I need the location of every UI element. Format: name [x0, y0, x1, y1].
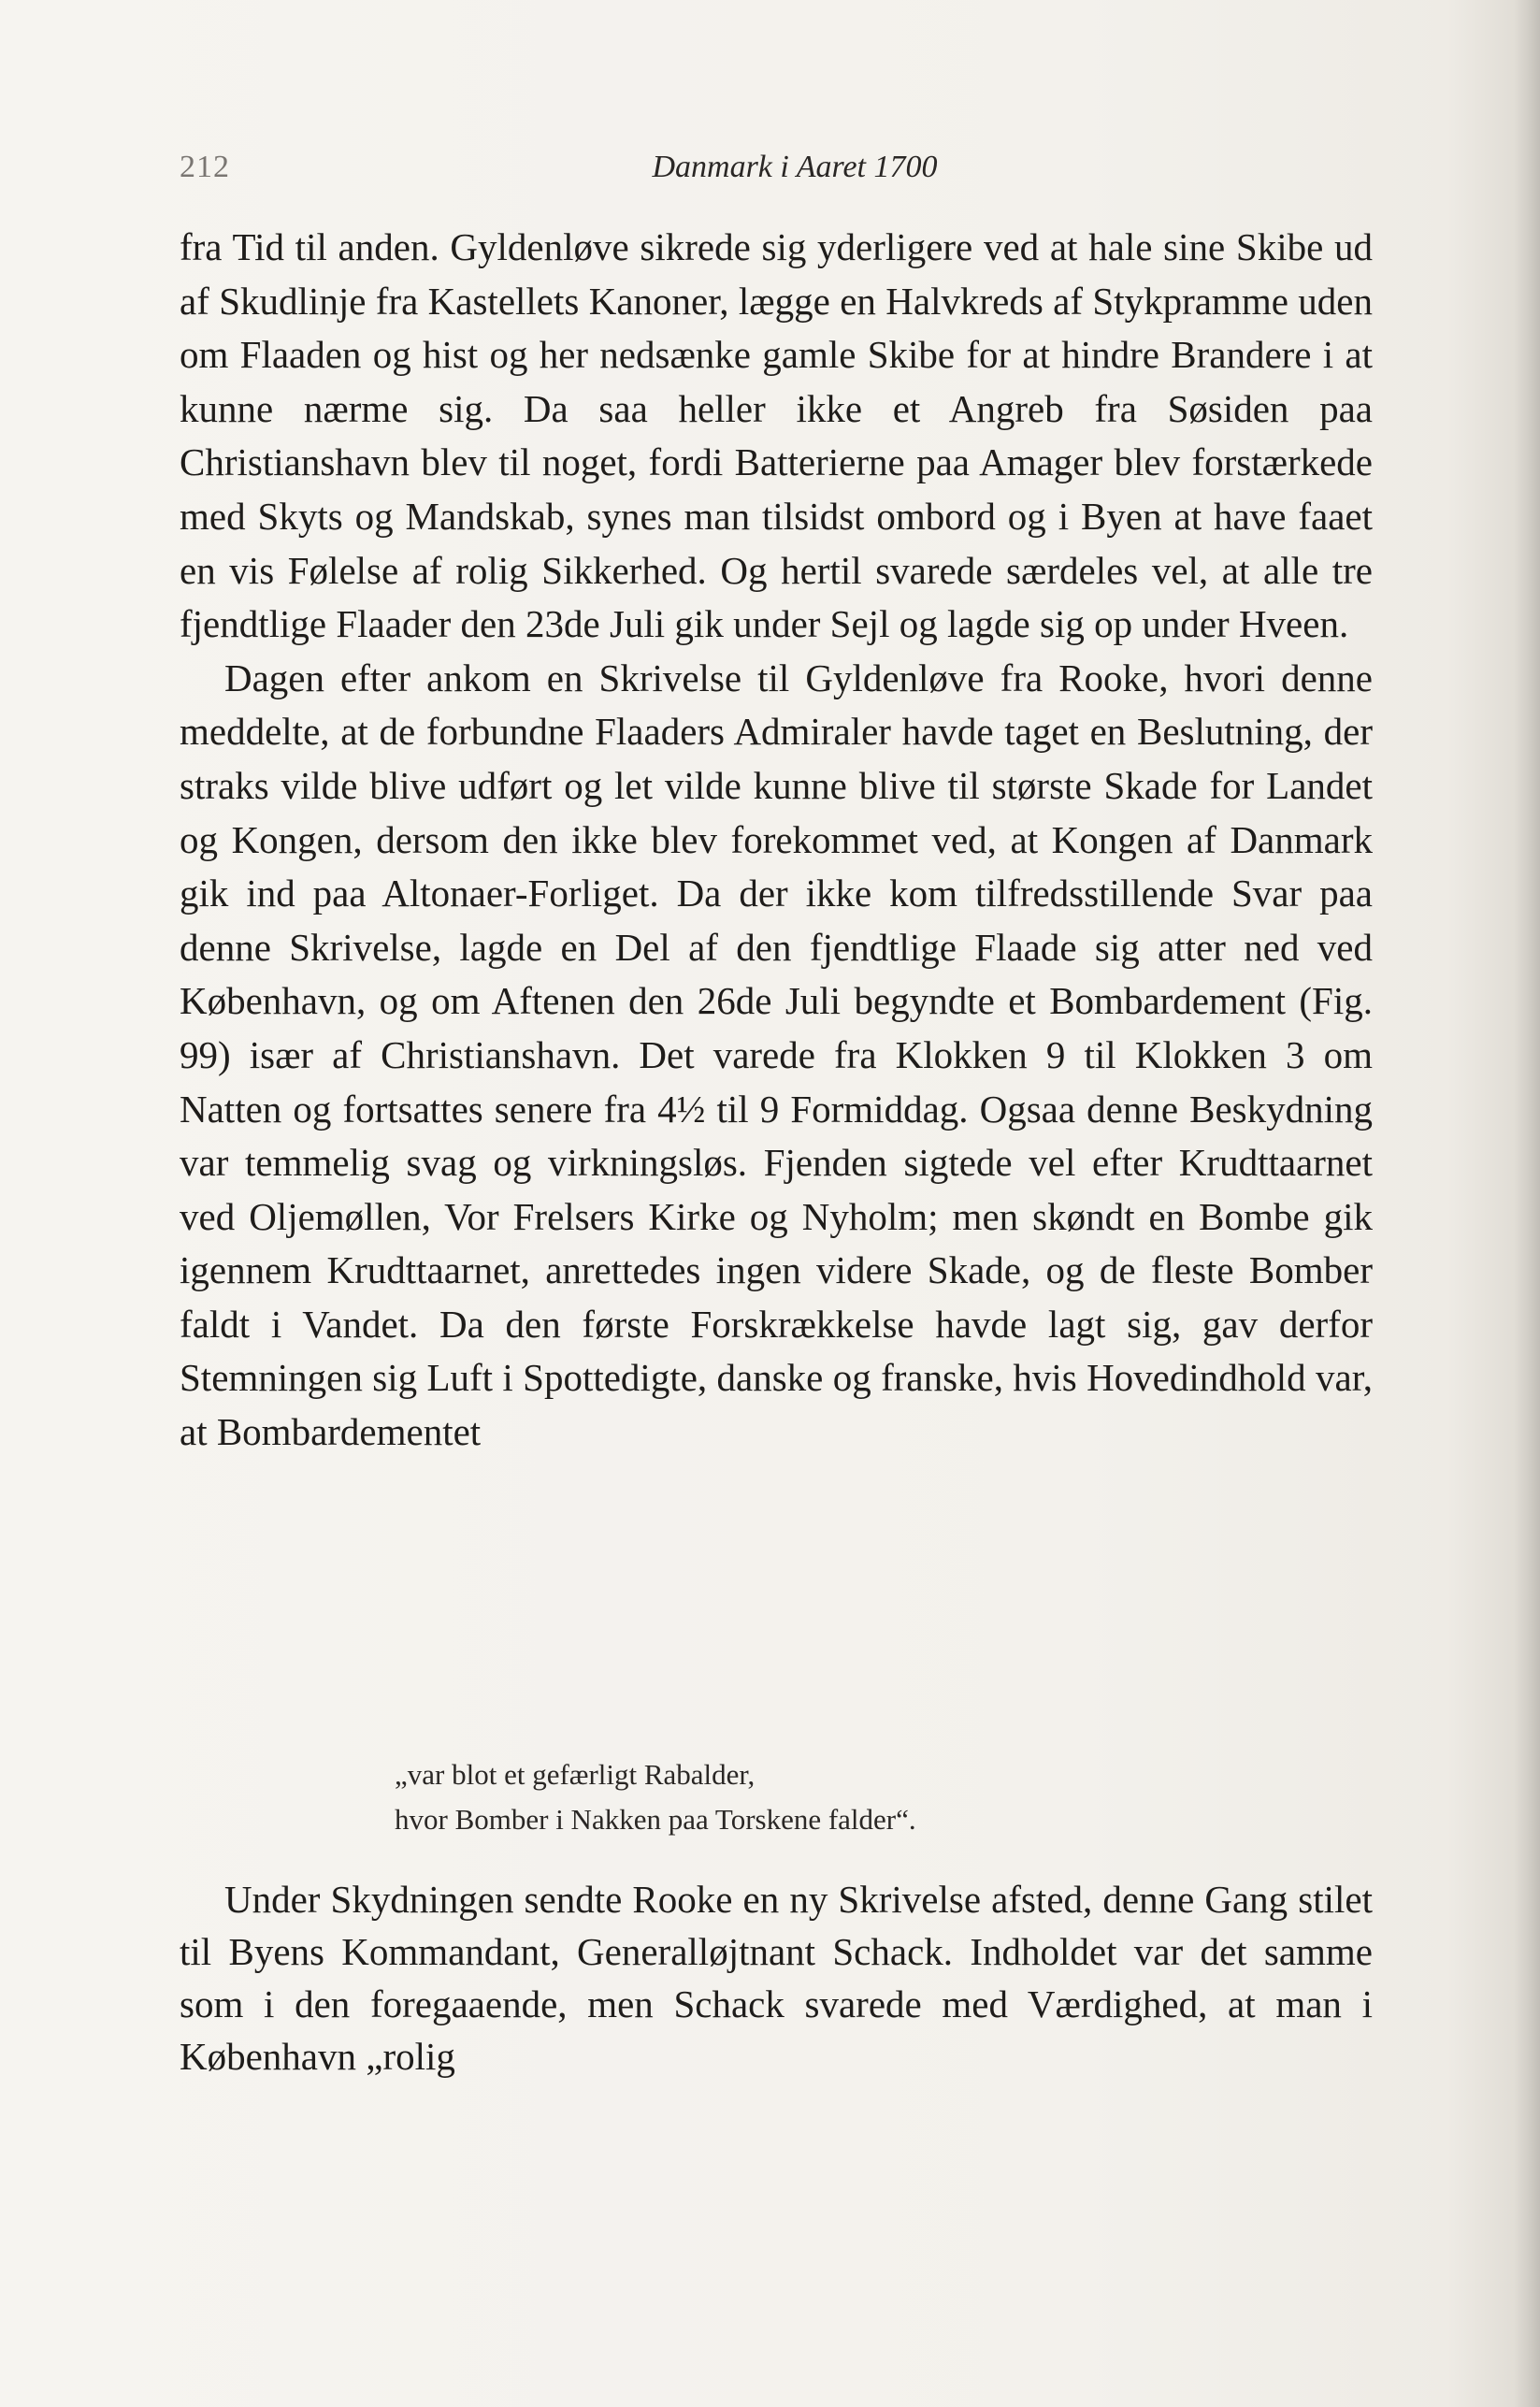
paragraph-continued: fra Tid til anden. Gyldenløve sikrede sig yderligere ved at hale sine Skibe ud af Skudlinje fra Kastellets Kanoner, lægge en Halvkreds af Stykpramme uden om Flaaden og hist og her nedsænke gamle Skibe for at hindre Brandere i at kunne nærme sig. Da saa heller ikke et Angreb fra Søsiden paa Christianshavn blev til noget, fordi Batterierne paa Amager blev forstærkede med Skyts og Mandskab, synes man tilsidst ombord og i Byen at have faaet en vis Følelse af rolig Sikkerhed. Og hertil svarede særdeles vel, at alle tre fjendtlige Flaader den 23de Juli gik under Sejl og lagde sig op under Hveen. — [180, 225, 1373, 646]
running-title: Danmark i Aaret 1700 — [652, 150, 938, 184]
paragraph: Dagen efter ankom en Skrivelse til Gyldenløve fra Rooke, hvori denne meddelte, at de forbundne Flaaders Admiraler havde taget en Beslutning, der straks vilde blive udført og let vilde kunne blive til største Skade for Landet og Kongen, dersom den ikke blev forekommet ved, at Kongen af Danmark gik ind paa Altonaer-Forliget. Da der ikke kom tilfredsstillende Svar paa denne Skrivelse, lagde en Del af den fjendtlige Flaade sig atter ned ved København, og om Aftenen den 26de Juli begyndte et Bombardement (Fig. 99) især af Christianshavn. Det varede fra Klokken 9 til Klokken 3 om Natten og fortsattes senere fra 4½ til 9 Formiddag. Ogsaa denne Beskydning var temmelig svag og virkningsløs. Fjenden sigtede vel efter Krudttaarnet ved Oljemøllen, Vor Frelsers Kirke og Nyholm; men skøndt en Bombe gik igennem Krudttaarnet, anrettedes ingen videre Skade, og de fleste Bomber faldt i Vandet. Da den første Forskrækkelse havde lagt sig, gav derfor Stemningen sig Luft i Spottedigte, danske og franske, hvis Hovedindhold var, at Bombardementet — [180, 656, 1373, 1454]
body-text — [180, 221, 1373, 1460]
verse-line: „var blot et gefærligt Rabalder, — [395, 1758, 756, 1791]
body-text-closing — [180, 1873, 1373, 2083]
running-head — [180, 150, 1373, 195]
verse-quote — [395, 1752, 1236, 1842]
verse-line: hvor Bomber i Nakken paa Torskene falder“. — [395, 1803, 916, 1836]
page-number: 212 — [180, 150, 230, 184]
page-edge-shadow — [1514, 0, 1540, 2407]
paragraph: Under Skydningen sendte Rooke en ny Skrivelse afsted, denne Gang stilet til Byens Kommandant, Generalløjtnant Schack. Indholdet var det samme som i den foregaaende, men Schack svarede med Værdighed, at man i København „rolig — [180, 1878, 1373, 2078]
